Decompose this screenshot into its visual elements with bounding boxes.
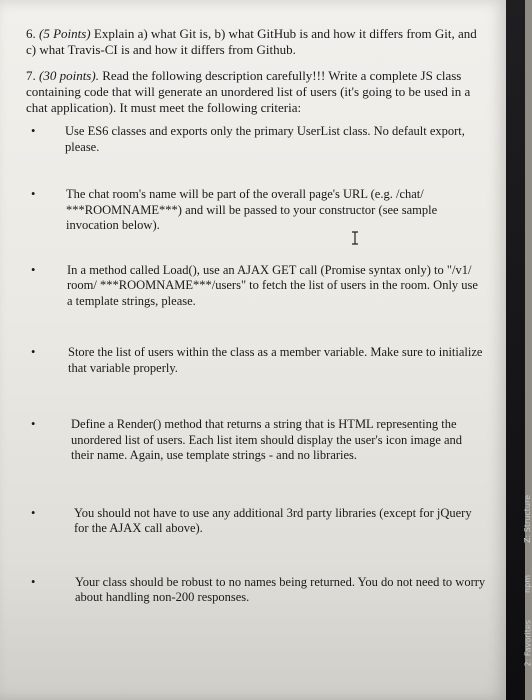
question-6: [26, 26, 486, 58]
question-6-points: (5 Points): [39, 26, 91, 41]
tool-window-structure[interactable]: Z: Structure: [523, 495, 532, 543]
question-7-points: (30 points).: [39, 68, 99, 83]
text-cursor-icon: [350, 231, 360, 245]
bullet-icon: •: [31, 574, 36, 589]
criteria-list: [26, 124, 486, 606]
list-item: [26, 506, 486, 537]
list-item: [26, 575, 486, 606]
criterion-text: Your class should be robust to no names being returned. You do not need to worry about handling non-200 responses.: [75, 574, 486, 604]
criterion-text: The chat room's name will be part of the overall page's URL (e.g. /chat/ ***ROOMNAME***) and will be passed to your constructor (see sample invocation below).: [66, 187, 438, 232]
list-item: [26, 345, 486, 376]
bullet-icon: •: [31, 187, 36, 201]
question-content: [26, 26, 486, 606]
list-item: [26, 124, 486, 155]
list-item: [26, 187, 486, 234]
bullet-icon: •: [31, 124, 36, 138]
bullet-icon: •: [31, 417, 36, 431]
bullet-icon: •: [31, 345, 36, 359]
criterion-text: In a method called Load(), use an AJAX GET call (Promise syntax only) to "/v1/ room/ ***ROOMNAME***/users" to fetch the list of users in the room. Only use a template strings, please.: [67, 262, 478, 308]
criterion-text: Store the list of users within the class as a member variable. Make sure to initialize that variable properly.: [68, 345, 483, 375]
ide-side-toolbar: [506, 0, 532, 700]
question-7-number: 7.: [26, 68, 36, 83]
criterion-text: Use ES6 classes and exports only the primary UserList class. No default export, please.: [65, 124, 465, 154]
question-7: [26, 68, 486, 116]
question-7-text: Read the following description carefully!!! Write a complete JS class containing code that will generate an unordered list of users (it's going to be used in a chat application). It must meet the following criteria:: [26, 68, 471, 115]
criterion-text: Define a Render() method that returns a string that is HTML representing the unordered list of users. Each list item should display the user's icon image and their name. Again, use template strings - and no libraries.: [71, 417, 463, 462]
bullet-icon: •: [31, 505, 36, 520]
question-6-number: 6.: [26, 26, 36, 41]
tool-window-npm[interactable]: npm: [523, 575, 532, 593]
question-6-text: Explain a) what Git is, b) what GitHub is and how it differs from Git, and c) what Travis-CI is and how it differs from Github.: [26, 26, 477, 57]
tool-window-favorites[interactable]: 2: Favorites: [523, 620, 532, 667]
bullet-icon: •: [31, 262, 36, 277]
list-item: [26, 263, 486, 310]
criterion-text: You should not have to use any additional 3rd party libraries (except for jQuery for the AJAX call above).: [74, 505, 472, 535]
list-item: [26, 417, 486, 464]
